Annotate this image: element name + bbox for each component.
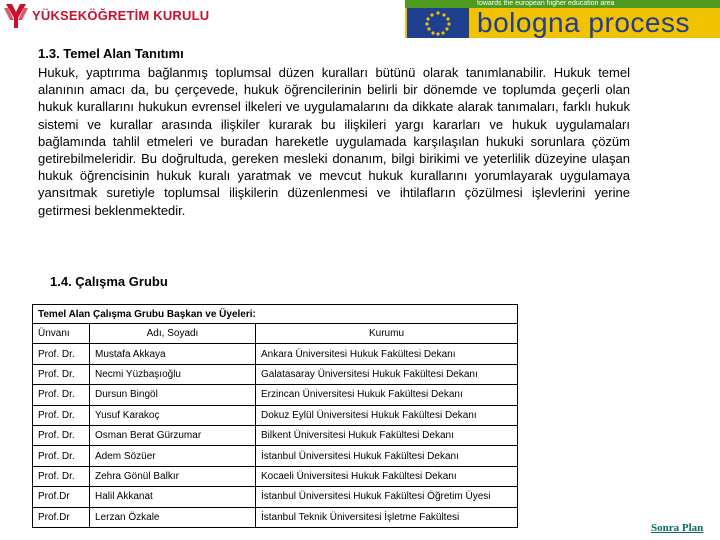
next-slide-link[interactable]: Sonra Plan — [651, 522, 704, 534]
yok-logo — [2, 2, 222, 30]
cell-title: Prof. Dr. — [33, 364, 90, 384]
column-header-title: Ünvanı — [33, 324, 90, 344]
cell-institution: Kocaeli Üniversitesi Hukuk Fakültesi Dekanı — [256, 466, 518, 486]
cell-institution: İstanbul Üniversitesi Hukuk Fakültesi Öğretim Üyesi — [256, 487, 518, 507]
table-row — [33, 466, 518, 486]
table-header-row — [33, 324, 518, 344]
cell-name: Yusuf Karakoç — [90, 405, 256, 425]
cell-institution: Ankara Üniversitesi Hukuk Fakültesi Dekanı — [256, 344, 518, 364]
cell-name: Dursun Bingöl — [90, 385, 256, 405]
section-paragraph-1-3: Hukuk, yaptırıma bağlanmış toplumsal düzen kuralları bütünü olarak tanımlanabilir. Hukuk temel alanının amacı da, bu çerçevede, hukuk öğrencilerinin belirli bir dönemde ve toplumda geçerli olan hukuk kurallarını hukukun evrensel ilkeleri ve uygulamalarını da dikkate alarak tanımaları, farklı hukuk sistemi ve kurallar arasında ilişkiler kurarak bu ilişkileri yargı kararları ve hukuk uygulamaları bağlamında tahlil etmeleri ve buradan hareketle uygulamada karşılaşılan hukuki sorunlara çözüm getirebilmeleridir. Bu doğrultuda, gereken mesleki donanım, bilgi birikimi ve yeterlilik düzeyine ulaşan hukuk öğrencisinin hukuk kuralı yaratmak ve mevcut hukuk kurallarını yorumlayarak uygulamaya yansıtmak suretiyle toplumsal ilişkilerin düzenlenmesi ve ihtilafların çözülmesi işlevlerini yerine getirmesi beklenmektedir. — [38, 65, 630, 218]
table-row — [33, 385, 518, 405]
cell-title: Prof. Dr. — [33, 344, 90, 364]
cell-name: Adem Sözüer — [90, 446, 256, 466]
cell-institution: İstanbul Üniversitesi Hukuk Fakültesi Dekanı — [256, 446, 518, 466]
cell-title: Prof. Dr. — [33, 405, 90, 425]
section-heading-1-3: 1.3. Temel Alan Tanıtımı — [38, 46, 184, 61]
table-row — [33, 364, 518, 384]
working-group-table — [32, 304, 518, 528]
table-row — [33, 344, 518, 364]
cell-title: Prof.Dr — [33, 507, 90, 527]
cell-name: Lerzan Özkale — [90, 507, 256, 527]
cell-name: Zehra Gönül Balkır — [90, 466, 256, 486]
column-header-name: Adı, Soyadı — [90, 324, 256, 344]
cell-title: Prof. Dr. — [33, 446, 90, 466]
cell-institution: Bilkent Üniversitesi Hukuk Fakültesi Dekanı — [256, 425, 518, 445]
cell-title: Prof.Dr — [33, 487, 90, 507]
cell-title: Prof. Dr. — [33, 466, 90, 486]
cell-title: Prof. Dr. — [33, 385, 90, 405]
table-caption: Temel Alan Çalışma Grubu Başkan ve Üyeleri: — [33, 305, 518, 324]
yok-logo-text: YÜKSEKÖĞRETİM KURULU — [32, 8, 210, 23]
cell-institution: Galatasaray Üniversitesi Hukuk Fakültesi Dekanı — [256, 364, 518, 384]
cell-institution: Erzincan Üniversitesi Hukuk Fakültesi Dekanı — [256, 385, 518, 405]
cell-name: Mustafa Akkaya — [90, 344, 256, 364]
cell-institution: Dokuz Eylül Üniversitesi Hukuk Fakültesi Dekanı — [256, 405, 518, 425]
table-row — [33, 405, 518, 425]
cell-name: Halil Akkanat — [90, 487, 256, 507]
table-row — [33, 425, 518, 445]
cell-institution: İstanbul Teknik Üniversitesi İşletme Fakültesi — [256, 507, 518, 527]
cell-name: Necmi Yüzbaşıoğlu — [90, 364, 256, 384]
bologna-tagline: towards the european higher education area — [405, 0, 720, 8]
table-row — [33, 487, 518, 507]
section-heading-1-4: 1.4. Çalışma Grubu — [50, 274, 168, 289]
cell-name: Osman Berat Gürzumar — [90, 425, 256, 445]
table-row — [33, 446, 518, 466]
table-row — [33, 507, 518, 527]
yok-emblem-icon — [2, 2, 30, 30]
column-header-institution: Kurumu — [256, 324, 518, 344]
eu-stars-icon — [407, 8, 469, 38]
bologna-process-logo — [405, 0, 720, 38]
cell-title: Prof. Dr. — [33, 425, 90, 445]
bologna-title: bologna process — [477, 7, 690, 38]
